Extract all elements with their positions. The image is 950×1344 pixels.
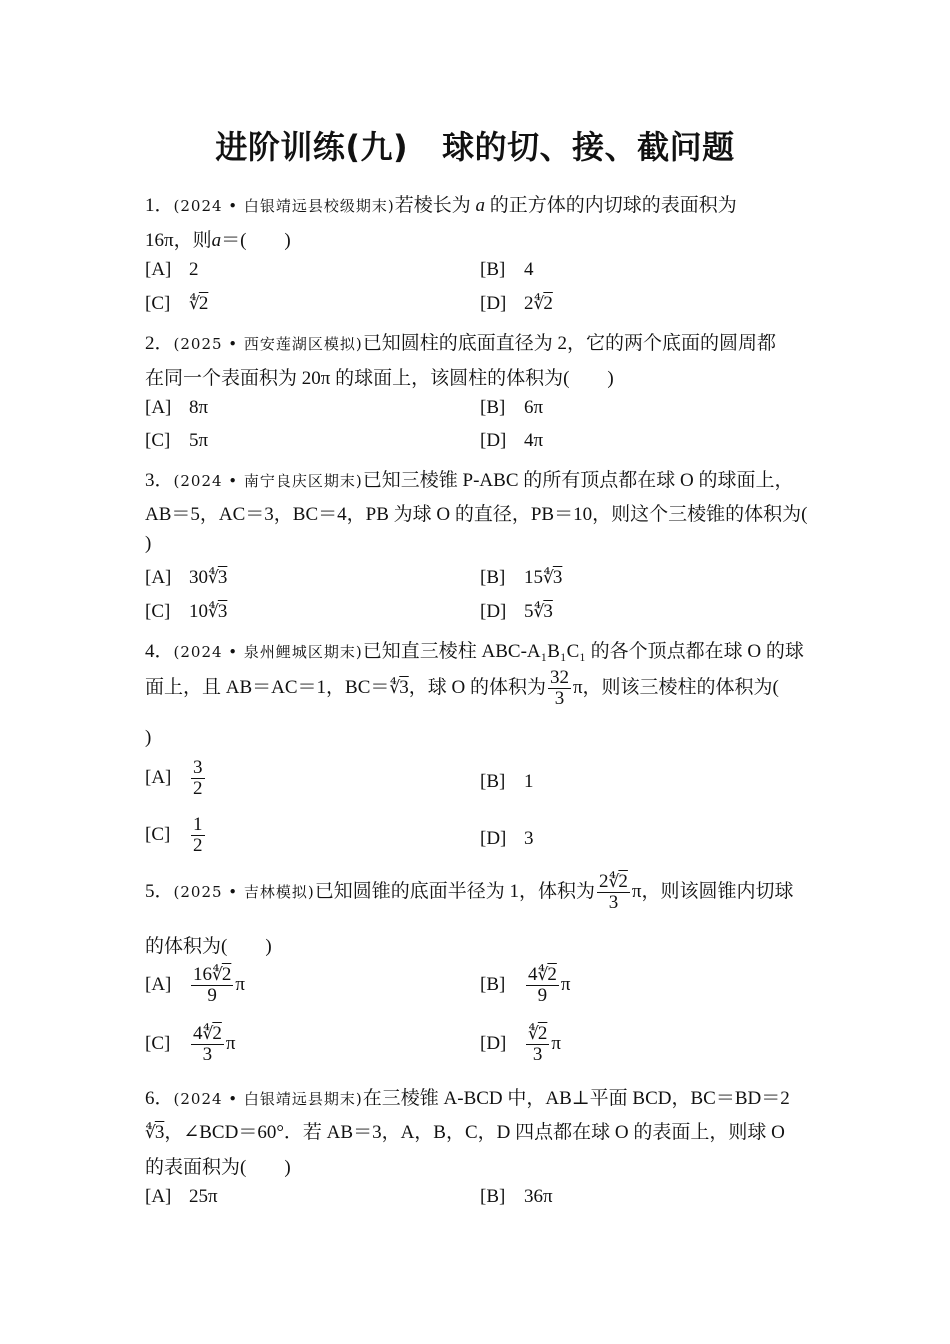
- q3-option-a[interactable]: [A] 30∜3: [145, 567, 228, 588]
- root-sign-icon: ∜: [389, 677, 400, 697]
- q4-volume-fraction: $\frac{32}{3}$: [549, 667, 569, 709]
- q6-line1: 6．(2024 • 白银靖远县期末)在三棱锥 A-BCD 中，AB⊥平面 BCD，BC＝BD＝2: [145, 1088, 790, 1109]
- title-sub: 球的切、接、截问题: [442, 128, 735, 166]
- q3-option-c[interactable]: [C] 10∜3: [145, 601, 228, 622]
- q1-line2: [145, 225, 291, 252]
- q5-option-b[interactable]: [B] $\frac{4∜2}{9}$ π: [480, 964, 571, 1006]
- q1-option-d[interactable]: [D] 2∜2: [480, 293, 553, 314]
- q1-number: 1．: [145, 195, 174, 216]
- q1-line2a: 16π，则: [145, 230, 212, 251]
- q4-option-d[interactable]: [D] 3: [480, 828, 534, 849]
- q3-option-d[interactable]: [D] 5∜3: [480, 601, 553, 622]
- q4-source: (2024 • 泉州鲤城区期末): [173, 643, 363, 661]
- q2-option-d[interactable]: [D] 4π: [480, 430, 544, 451]
- q1-var-a: a: [475, 195, 486, 216]
- q6-line2: ∜3，∠BCD＝60°．若 AB＝3，A，B，C，D 四点都在球 O 的表面上，则球 O: [145, 1122, 785, 1143]
- q4-option-a[interactable]: [A] $\frac{3}{2}$: [145, 757, 203, 799]
- q6-source: (2024 • 白银靖远县期末): [173, 1090, 363, 1108]
- q3-line3: ): [145, 533, 152, 554]
- root-sign-icon: ∜: [608, 872, 619, 891]
- q6-option-a[interactable]: [A] 25π: [145, 1186, 218, 1207]
- root-sign-icon: ∜: [208, 602, 218, 621]
- root-sign-icon: ∜: [533, 602, 544, 621]
- q5-option-d[interactable]: [D] $\frac{∜2}{3}$ π: [480, 1023, 561, 1065]
- q1-text2: 的正方体的内切球的表面积为: [489, 195, 737, 216]
- root-sign-icon: ∜: [537, 965, 548, 984]
- root-sign-icon: ∜: [533, 294, 544, 313]
- root-sign-icon: ∜: [208, 568, 218, 587]
- q2-option-a[interactable]: [A] 8π: [145, 397, 209, 418]
- q1-option-b[interactable]: [B] 4: [480, 259, 534, 280]
- q3-line2: AB＝5，AC＝3，BC＝4，PB 为球 O 的直径，PB＝10，则这个三棱锥的体积为(: [145, 504, 808, 525]
- q5-line2: 的体积为( ): [145, 936, 272, 957]
- q4-option-c[interactable]: [C] $\frac{1}{2}$: [145, 814, 203, 856]
- q6-option-b[interactable]: [B] 36π: [480, 1186, 553, 1207]
- q3-line1: 3．(2024 • 南宁良庆区期末)已知三棱锥 P-ABC 的所有顶点都在球 O 的球面上，: [145, 470, 794, 491]
- root-sign-icon: ∜: [145, 1123, 155, 1142]
- q2-source: (2025 • 西安莲湖区模拟): [173, 335, 363, 353]
- q1-option-c[interactable]: [C] ∜2: [145, 293, 209, 314]
- q4-option-b[interactable]: [B] 1: [480, 771, 534, 792]
- q4-line3: ): [145, 727, 152, 748]
- root-sign-icon: ∜: [202, 1024, 213, 1043]
- page-title: [0, 122, 950, 168]
- q1-line1: [145, 190, 737, 217]
- q1-var-a-2: a: [211, 230, 222, 251]
- q2-option-c[interactable]: [C] 5π: [145, 430, 209, 451]
- q4-line1: 4．(2024 • 泉州鲤城区期末)已知直三棱柱 ABC-A₁B₁C₁ 的各个顶点都在球 O 的球: [145, 641, 804, 662]
- q3-option-b[interactable]: [B] 15∜3: [480, 567, 563, 588]
- q5-volume-fraction: $\frac{2∜2}{3}$: [599, 871, 628, 913]
- q1-text1: 若棱长为: [394, 195, 471, 216]
- root-sign-icon: ∜: [212, 965, 222, 984]
- q3-source: (2024 • 南宁良庆区期末): [173, 472, 363, 490]
- root-sign-icon: ∜: [189, 294, 199, 313]
- q2-line1: 2．(2025 • 西安莲湖区模拟)已知圆柱的底面直径为 2，它的两个底面的圆周都: [145, 333, 777, 354]
- q6-line3: 的表面积为( ): [145, 1157, 291, 1178]
- q1-source: (2024 • 白银靖远县校级期末): [173, 197, 395, 215]
- q5-option-a[interactable]: [A] $\frac{16∜2}{9}$ π: [145, 964, 245, 1006]
- q1-option-a[interactable]: [A] 2: [145, 259, 199, 280]
- q2-option-b[interactable]: [B] 6π: [480, 397, 544, 418]
- root-sign-icon: ∜: [543, 568, 553, 587]
- title-main: 进阶训练(九): [215, 128, 409, 166]
- q5-option-c[interactable]: [C] $\frac{4∜2}{3}$ π: [145, 1023, 236, 1065]
- q5-line1: 5．(2025 • 吉林模拟)已知圆锥的底面半径为 1，体积为 $\frac{2∜2}{3}$ π，则该圆锥内切球: [145, 871, 794, 913]
- q2-line2: 在同一个表面积为 20π 的球面上，该圆柱的体积为( ): [145, 368, 614, 389]
- q1-line2b: ＝( ): [221, 230, 291, 251]
- q4-line2: 面上，且 AB＝AC＝1，BC＝∜3，球 O 的体积为 $\frac{32}{3}$ π，则该三棱柱的体积为(: [145, 667, 779, 709]
- q5-source: (2025 • 吉林模拟): [173, 882, 315, 901]
- root-sign-icon: ∜: [528, 1024, 538, 1043]
